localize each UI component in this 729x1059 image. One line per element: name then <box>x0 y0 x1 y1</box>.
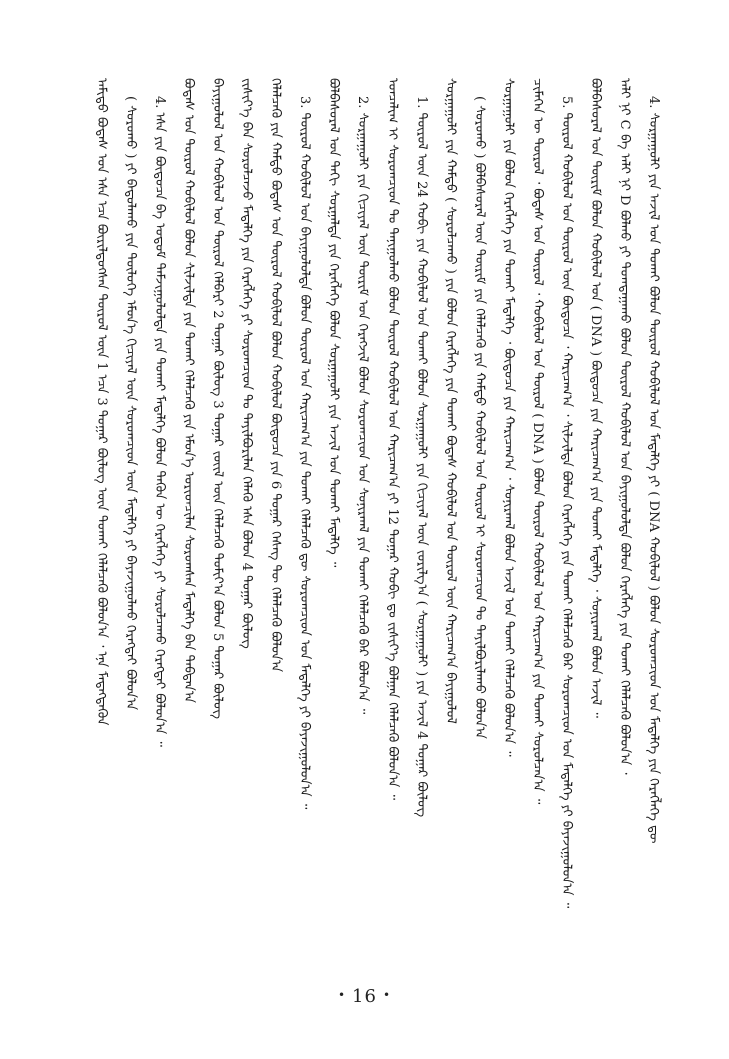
text-column-line: ᠣᠨᠴᠠᠯᠢᠭ ᠢ ᠰᠤᠷᠤᠭᠴᠢᠳ ᠲᠤ ᠲᠠᠨᠢᠭᠤᠯᠬᠤ ᠪᠣᠯᠤᠨ ᠲᠦᠷᠦᠯ ᠬᠤᠪᠢᠯᠤᠯ ᠤᠨ ᠬᠠᠷᠢᠴᠠᠭ᠎ᠠ ᠶᠢ 12 ᠳᠤᠭᠠᠷ ᠬᠤᠪᠢ ᠳᠤ ᠵᠢᠱᠢᠶ᠎ᠡ ᠪᠣᠯᠭᠠᠨ ᠬᠡᠯᠡᠯᠴᠡᠬᠦ ᠪᠣᠯᠤᠨ᠎ᠠ ᠃ <box>385 78 400 801</box>
text-column <box>324 78 342 978</box>
page-number-bullet-right: • <box>382 988 392 1002</box>
text-column <box>92 78 110 978</box>
text-column <box>121 78 139 978</box>
text-column <box>470 78 488 978</box>
text-column <box>615 78 633 978</box>
text-column-line: ᠰᠤᠷᠭᠠᠭᠤᠯᠢ ᠶᠢᠨ ᠬᠠᠮᠲᠤ ( ᠰᠤᠷᠤᠯᠴᠠᠬᠤ ) ᠶᠢᠨ ᠪᠣᠯᠤᠨ ᠬᠡᠷᠡᠭᠯᠡᠭᠡ ᠶᠢᠨ ᠲᠤᠬᠠᠢ ᠪᠣᠳᠠᠰ ᠬᠤᠪᠢᠯᠤᠯ ᠤᠨ ᠲᠦᠷᠦᠯ ᠦᠨ ᠬᠠᠷᠢᠴᠠᠭ᠎ᠠ ᠪᠠᠶᠢᠭᠤᠯᠤᠯ <box>443 78 458 724</box>
text-column-line: ᠰᠤᠷᠭᠠᠭᠤᠯᠢ ᠶᠢᠨ ᠪᠣᠯᠤᠨ ᠬᠡᠷᠡᠭᠯᠡᠭᠡ ᠶᠢᠨ ᠲᠤᠬᠠᠢ ᠮᠡᠳᠡᠯᠭᠡ ᠂ ᠪᠦᠲᠦᠴᠡ ᠶᠢᠨ ᠬᠠᠷᠢᠴᠠᠭ᠎ᠠ ᠂ ᠰᠣᠨᠢᠷᠬᠠᠯ ᠪᠣᠯᠤᠨ ᠠᠵᠢᠯ ᠤᠨ ᠲᠤᠬᠠᠢ ᠬᠡᠯᠡᠯᠴᠡᠬᠦ ᠪᠣᠯᠤᠨ᠎ᠠ ᠃ <box>501 78 516 757</box>
text-column-line: 3. ᠲᠦᠷᠦᠯ ᠬᠤᠪᠢᠯᠤᠯ ᠤᠨ ᠪᠠᠶᠢᠭᠤᠯᠤᠯᠲᠠ ᠪᠣᠯᠤᠨ ᠲᠦᠷᠦᠯ ᠤᠨ ᠬᠠᠷᠢᠴᠠᠭ᠎ᠠ ᠶᠢᠨ ᠲᠤᠬᠠᠢ ᠬᠡᠯᠡᠯᠴᠡᠬᠦ ᠳᠦ ᠰᠤᠷᠤᠭᠴᠢᠳ ᠤᠨ ᠮᠡᠳᠡᠯᠭᠡ ᠶᠢ ᠪᠠᠶᠠᠵᠢᠭᠤᠯᠤᠨ᠎ᠠ ᠃ <box>297 96 312 810</box>
text-column <box>412 78 430 978</box>
text-column-line: ᠪᠣᠯᠪᠠᠰᠤᠷᠠᠯ ᠤᠨ ᠳᠦᠷᠢᠮ ᠪᠣᠯᠤᠨ ᠬᠤᠪᠢᠯᠤᠯ ᠤᠨ ( DNA ) ᠪᠦᠲᠦᠴᠡ ᠶᠢᠨ ᠬᠠᠷᠢᠴᠠᠭ᠎ᠠ ᠶᠢᠨ ᠲᠤᠬᠠᠢ ᠮᠡᠳᠡᠯᠭᠡ ᠂ ᠰᠣᠨᠢᠷᠬᠠᠯ ᠪᠣᠯᠤᠨ ᠠᠵᠢᠯ ᠃ <box>588 78 603 718</box>
text-column <box>383 78 401 978</box>
text-column <box>441 78 459 978</box>
text-column <box>353 78 371 978</box>
text-column <box>295 78 313 978</box>
text-column-line: ᠠᠯᠢ ᠨᠢ C ᠪᠠ ᠠᠯᠢ ᠨᠢ D ᠪᠣᠯᠬᠤ ᠶᠢ ᠲᠣᠭᠲᠠᠭᠠᠬᠤ ᠪᠣᠯᠤᠨ ᠲᠦᠷᠦᠯ ᠬᠤᠪᠢᠯᠤᠯ ᠤᠨ ᠪᠠᠶᠢᠭᠤᠯᠤᠯᠲᠠ ᠪᠣᠯᠤᠨ ᠬᠡᠷᠡᠭᠯᠡᠭᠡ ᠶᠢᠨ ᠲᠤᠬᠠᠢ ᠬᠡᠯᠡᠯᠴᠡᠬᠦ ᠪᠣᠯᠤᠨ᠎ᠠ ᠂ <box>617 78 632 775</box>
text-column <box>586 78 604 978</box>
text-column-line: ᠠᠮᠢᠳᠤ ᠪᠣᠳᠠᠰ ᠤᠨ ᠡᠰᠡ ᠡᠴᠡ ᠪᠦᠷᠢᠯᠳᠦᠭᠰᠡᠨ ᠲᠦᠷᠦᠯ ᠦᠨ 1 ᠡᠴᠡ 3 ᠳᠤᠭᠠᠷ ᠪᠦᠯᠦᠭ ᠦᠨ ᠲᠤᠬᠠᠢ ᠬᠡᠯᠡᠯᠴᠡᠬᠦ ᠪᠣᠯᠤᠨ᠎ᠠ ᠂ ᠡᠨᠡ ᠮᠡᠳᠡᠭᠳᠡᠬᠦᠨ <box>94 78 109 726</box>
text-column <box>266 78 284 978</box>
text-column <box>208 78 226 978</box>
mongolian-vertical-text-block <box>92 78 662 978</box>
text-column-line: ( ᠰᠤᠷᠤᠬᠤ ) ᠶᠢ ᠪᠠᠲᠤᠯᠠᠬᠤ ᠶᠢᠨ ᠲᠥᠯᠥᠭᠡ ᠡᠮᠦᠨ᠎ᠡ ᠬᠢᠴᠢᠶᠡᠯ ᠦᠨ ᠰᠤᠷᠤᠭᠴᠢᠳ ᠦᠨ ᠮᠡᠳᠡᠯᠭᠡ ᠶᠢ ᠪᠠᠶᠠᠵᠢᠭᠤᠯᠬᠤ ᠬᠡᠷᠡᠭᠲᠡᠢ ᠪᠣᠯᠤᠨ᠎ᠠ <box>123 96 138 711</box>
text-column-line: 1. ᠲᠦᠷᠦᠯ ᠦᠨ 24 ᠬᠤᠪᠢ ᠶᠢᠨ ᠬᠤᠪᠢᠯᠤᠯ ᠤᠨ ᠲᠤᠬᠠᠢ ᠪᠣᠯᠤᠨ ᠰᠤᠷᠭᠠᠭᠤᠯᠢ ᠶᠢᠨ ᠬᠢᠴᠢᠶᠡᠯ ᠦᠨ ᠵᠣᠷᠢᠯᠭ᠎ᠠ ( ᠰᠤᠷᠭᠠᠭᠤᠯᠢ ) ᠶᠢᠨ ᠠᠵᠢᠯ 4 ᠳᠤᠭᠠᠷ ᠪᠦᠯᠦᠭ <box>414 96 429 818</box>
text-column <box>499 78 517 978</box>
text-column <box>150 78 168 978</box>
text-column-line: ᠵᠢᠱᠢᠶ᠎ᠡ ᠪᠡᠨ ᠰᠤᠷᠤᠯᠴᠠᠵᠤ ᠮᠡᠳᠡᠯᠭᠡ ᠶᠢᠨ ᠬᠡᠷᠡᠭᠯᠡᠭᠡ ᠶᠢ ᠰᠤᠷᠤᠭᠴᠢᠳ ᠲᠤ ᠲᠠᠶᠢᠯᠪᠤᠷᠢᠯᠠᠨ ᠬᠡᠯᠡᠬᠦ ᠡᠰᠡ ᠪᠣᠯᠤᠨ 4 ᠳᠤᠭᠠᠷ ᠪᠦᠯᠦᠭ <box>239 78 254 649</box>
text-column-line: ( ᠰᠤᠷᠤᠬᠤ ) ᠪᠣᠯᠪᠠᠰᠤᠷᠠᠯ ᠦᠨ ᠳᠦᠷᠢᠮ ᠶᠢᠨ ᠬᠡᠯᠡᠯᠴᠡᠬᠦ ᠶᠢᠨ ᠬᠠᠮᠲᠤ ᠬᠤᠪᠢᠯᠤᠯ ᠤᠨ ᠲᠦᠷᠦᠯ ᠢ ᠰᠤᠷᠤᠭᠴᠢᠳ ᠲᠤ ᠲᠠᠶᠢᠯᠪᠤᠷᠢᠯᠠᠬᠤ ᠪᠣᠯᠤᠨ᠎ᠠ <box>472 96 487 739</box>
page-number: 16 <box>352 986 377 1007</box>
text-column <box>237 78 255 978</box>
text-column-line: ᠪᠣᠳᠠᠰ ᠤᠨ ᠲᠦᠷᠦᠯ ᠬᠤᠪᠢᠯᠤᠯ ᠪᠣᠯᠤᠨ ᠰᠢᠯᠵᠢᠯᠲᠡ ᠶᠢᠨ ᠲᠤᠬᠠᠢ ᠬᠡᠯᠡᠯᠴᠡᠬᠦ ᠶᠢᠨ ᠡᠮᠦᠨ᠎ᠡ ᠤᠷᠢᠳᠴᠢᠯᠠᠨ ᠰᠤᠷᠤᠭᠰᠠᠨ ᠮᠡᠳᠡᠯᠭᠡ ᠪᠠᠨ ᠳᠠᠪᠲᠠᠨ᠎ᠠ <box>181 78 196 703</box>
text-column-line: ᠬᠡᠯᠡᠯᠴᠡᠬᠦ ᠶᠢᠨ ᠬᠠᠮᠲᠤ ᠪᠣᠳᠠᠰ ᠤᠨ ᠲᠦᠷᠦᠯ ᠬᠤᠪᠢᠯᠤᠯ ᠪᠣᠯᠤᠨ ᠬᠤᠪᠢᠯᠤᠯ ᠪᠦᠲᠦᠴᠡ ᠶᠢᠨ 6 ᠳᠤᠭᠠᠷ ᠬᠡᠰᠡᠭ ᠲᠦ ᠬᠡᠯᠡᠯᠴᠡᠬᠦ ᠪᠣᠯᠤᠨ᠎ᠠ <box>268 78 283 673</box>
text-column <box>179 78 197 978</box>
text-column-line: ᠴᠢᠮᠡᠭᠡᠨ ᠦ ᠲᠦᠷᠦᠯ ᠂ ᠪᠣᠳᠠᠰ ᠤᠨ ᠲᠦᠷᠦᠯ ᠂ ᠬᠤᠪᠢᠯᠤᠯ ᠤᠨ ᠲᠦᠷᠦᠯ ( DNA ) ᠪᠣᠯᠤᠨ ᠲᠦᠷᠦᠯ ᠬᠤᠪᠢᠯᠤᠯ ᠤᠨ ᠬᠠᠷᠢᠴᠠᠭ᠎ᠠ ᠶᠢᠨ ᠲᠤᠬᠠᠢ ᠰᠤᠷᠤᠯᠴᠠᠨ᠎ᠠ ᠃ <box>530 78 545 805</box>
text-column-line: 5. ᠲᠦᠷᠦᠯ ᠬᠤᠪᠢᠯᠤᠯ ᠤᠨ ᠲᠦᠷᠦᠯ ᠦᠨ ᠪᠦᠲᠦᠴᠡ ᠂ ᠬᠠᠷᠢᠴᠠᠭ᠎ᠠ ᠂ ᠰᠢᠯᠵᠢᠯᠲᠡ ᠪᠣᠯᠤᠨ ᠬᠡᠷᠡᠭᠯᠡᠭᠡ ᠶᠢᠨ ᠲᠤᠬᠠᠢ ᠬᠡᠯᠡᠯᠴᠡᠬᠦ ᠪᠠᠷ ᠰᠤᠷᠤᠭᠴᠢᠳ ᠤᠨ ᠮᠡᠳᠡᠯᠭᠡ ᠶᠢ ᠪᠠᠶᠠᠵᠢᠭᠤᠯᠤᠨ᠎ᠠ ᠃ <box>559 96 574 909</box>
page-number-footer <box>0 986 729 1007</box>
text-column-line: ᠪᠣᠯᠪᠠᠰᠤᠷᠠᠯ ᠤᠨ ᠲᠡᠬᠢ ᠰᠤᠷᠭᠠᠯᠲᠠ ᠶᠢᠨ ᠬᠡᠷᠡᠭᠯᠡᠭᠡ ᠪᠣᠯᠤᠨ ᠰᠤᠷᠭᠠᠭᠤᠯᠢ ᠶᠢᠨ ᠠᠵᠢᠯ ᠤᠨ ᠲᠤᠬᠠᠢ ᠮᠡᠳᠡᠯᠭᠡ ᠃ <box>326 78 341 568</box>
text-column <box>557 78 575 978</box>
page-number-bullet-left: • <box>337 988 347 1002</box>
text-column-line: 4. ᠰᠤᠷᠭᠠᠭᠤᠯᠢ ᠶᠢᠨ ᠠᠵᠢᠯ ᠤᠨ ᠲᠤᠬᠠᠢ ᠪᠣᠯᠤᠨ ᠲᠦᠷᠦᠯ ᠬᠤᠪᠢᠯᠤᠯ ᠤᠨ ᠮᠡᠳᠡᠯᠭᠡ ᠶᠢ ( DNA ᠬᠤᠪᠢᠯᠤᠯ ) ᠪᠣᠯᠤᠨ ᠰᠤᠷᠤᠭᠴᠢᠳ ᠤᠨ ᠮᠡᠳᠡᠯᠭᠡ ᠶᠢᠨ ᠬᠡᠷᠡᠭᠯᠡᠭᠡ ᠳᠦ <box>646 96 661 844</box>
text-column-line: 2. ᠰᠤᠷᠭᠠᠭᠤᠯᠢ ᠶᠢᠨ ᠬᠢᠴᠢᠶᠡᠯ ᠦᠨ ᠳᠦᠷᠢᠮ ᠤᠨ ᠬᠡᠷᠡᠭᠵᠢᠯ ᠪᠣᠯᠤᠨ ᠰᠤᠷᠤᠭᠴᠢᠳ ᠤᠨ ᠰᠣᠨᠢᠷᠬᠠᠯ ᠶᠢᠨ ᠲᠤᠬᠠᠢ ᠬᠡᠯᠡᠯᠴᠡᠬᠦ ᠪᠠᠷ ᠪᠣᠯᠤᠨ᠎ᠠ ᠃ <box>355 96 370 715</box>
text-column <box>528 78 546 978</box>
text-column-line: 4. ᠡᠰᠡ ᠶᠢᠨ ᠪᠦᠲᠦᠴᠡ ᠪᠠ ᠤᠳᠤᠮ ᠳᠠᠮᠵᠢᠭᠤᠯᠤᠯᠲᠠ ᠶᠢᠨ ᠲᠤᠬᠠᠢ ᠮᠡᠳᠡᠯᠭᠡ ᠪᠣᠯᠤᠨ ᠲᠡᠭᠦᠨ ᠦ ᠬᠡᠷᠡᠭᠯᠡᠭᠡ ᠶᠢ ᠰᠤᠷᠤᠯᠴᠠᠬᠤ ᠬᠡᠷᠡᠭᠲᠡᠢ ᠪᠣᠯᠤᠨ᠎ᠠ ᠃ <box>152 96 167 747</box>
text-column-line: ᠪᠠᠶᠢᠭᠤᠯᠤᠯ ᠤᠨ ᠬᠤᠪᠢᠯᠤᠯ ᠤᠨ ᠲᠦᠷᠦᠯ ᠬᠡᠯᠪᠡᠷᠢ 2 ᠳᠤᠭᠠᠷ ᠪᠦᠯᠦᠭ 3 ᠳᠤᠭᠠᠷ ᠵᠦᠢᠯ ᠦᠨ ᠬᠡᠯᠡᠯᠴᠡᠬᠦ ᠲᠣᠮᠢᠶ᠎ᠠ ᠪᠣᠯᠤᠨ 5 ᠳᠤᠭᠠᠷ ᠪᠦᠯᠦᠭ <box>210 78 225 719</box>
text-column <box>644 78 662 978</box>
